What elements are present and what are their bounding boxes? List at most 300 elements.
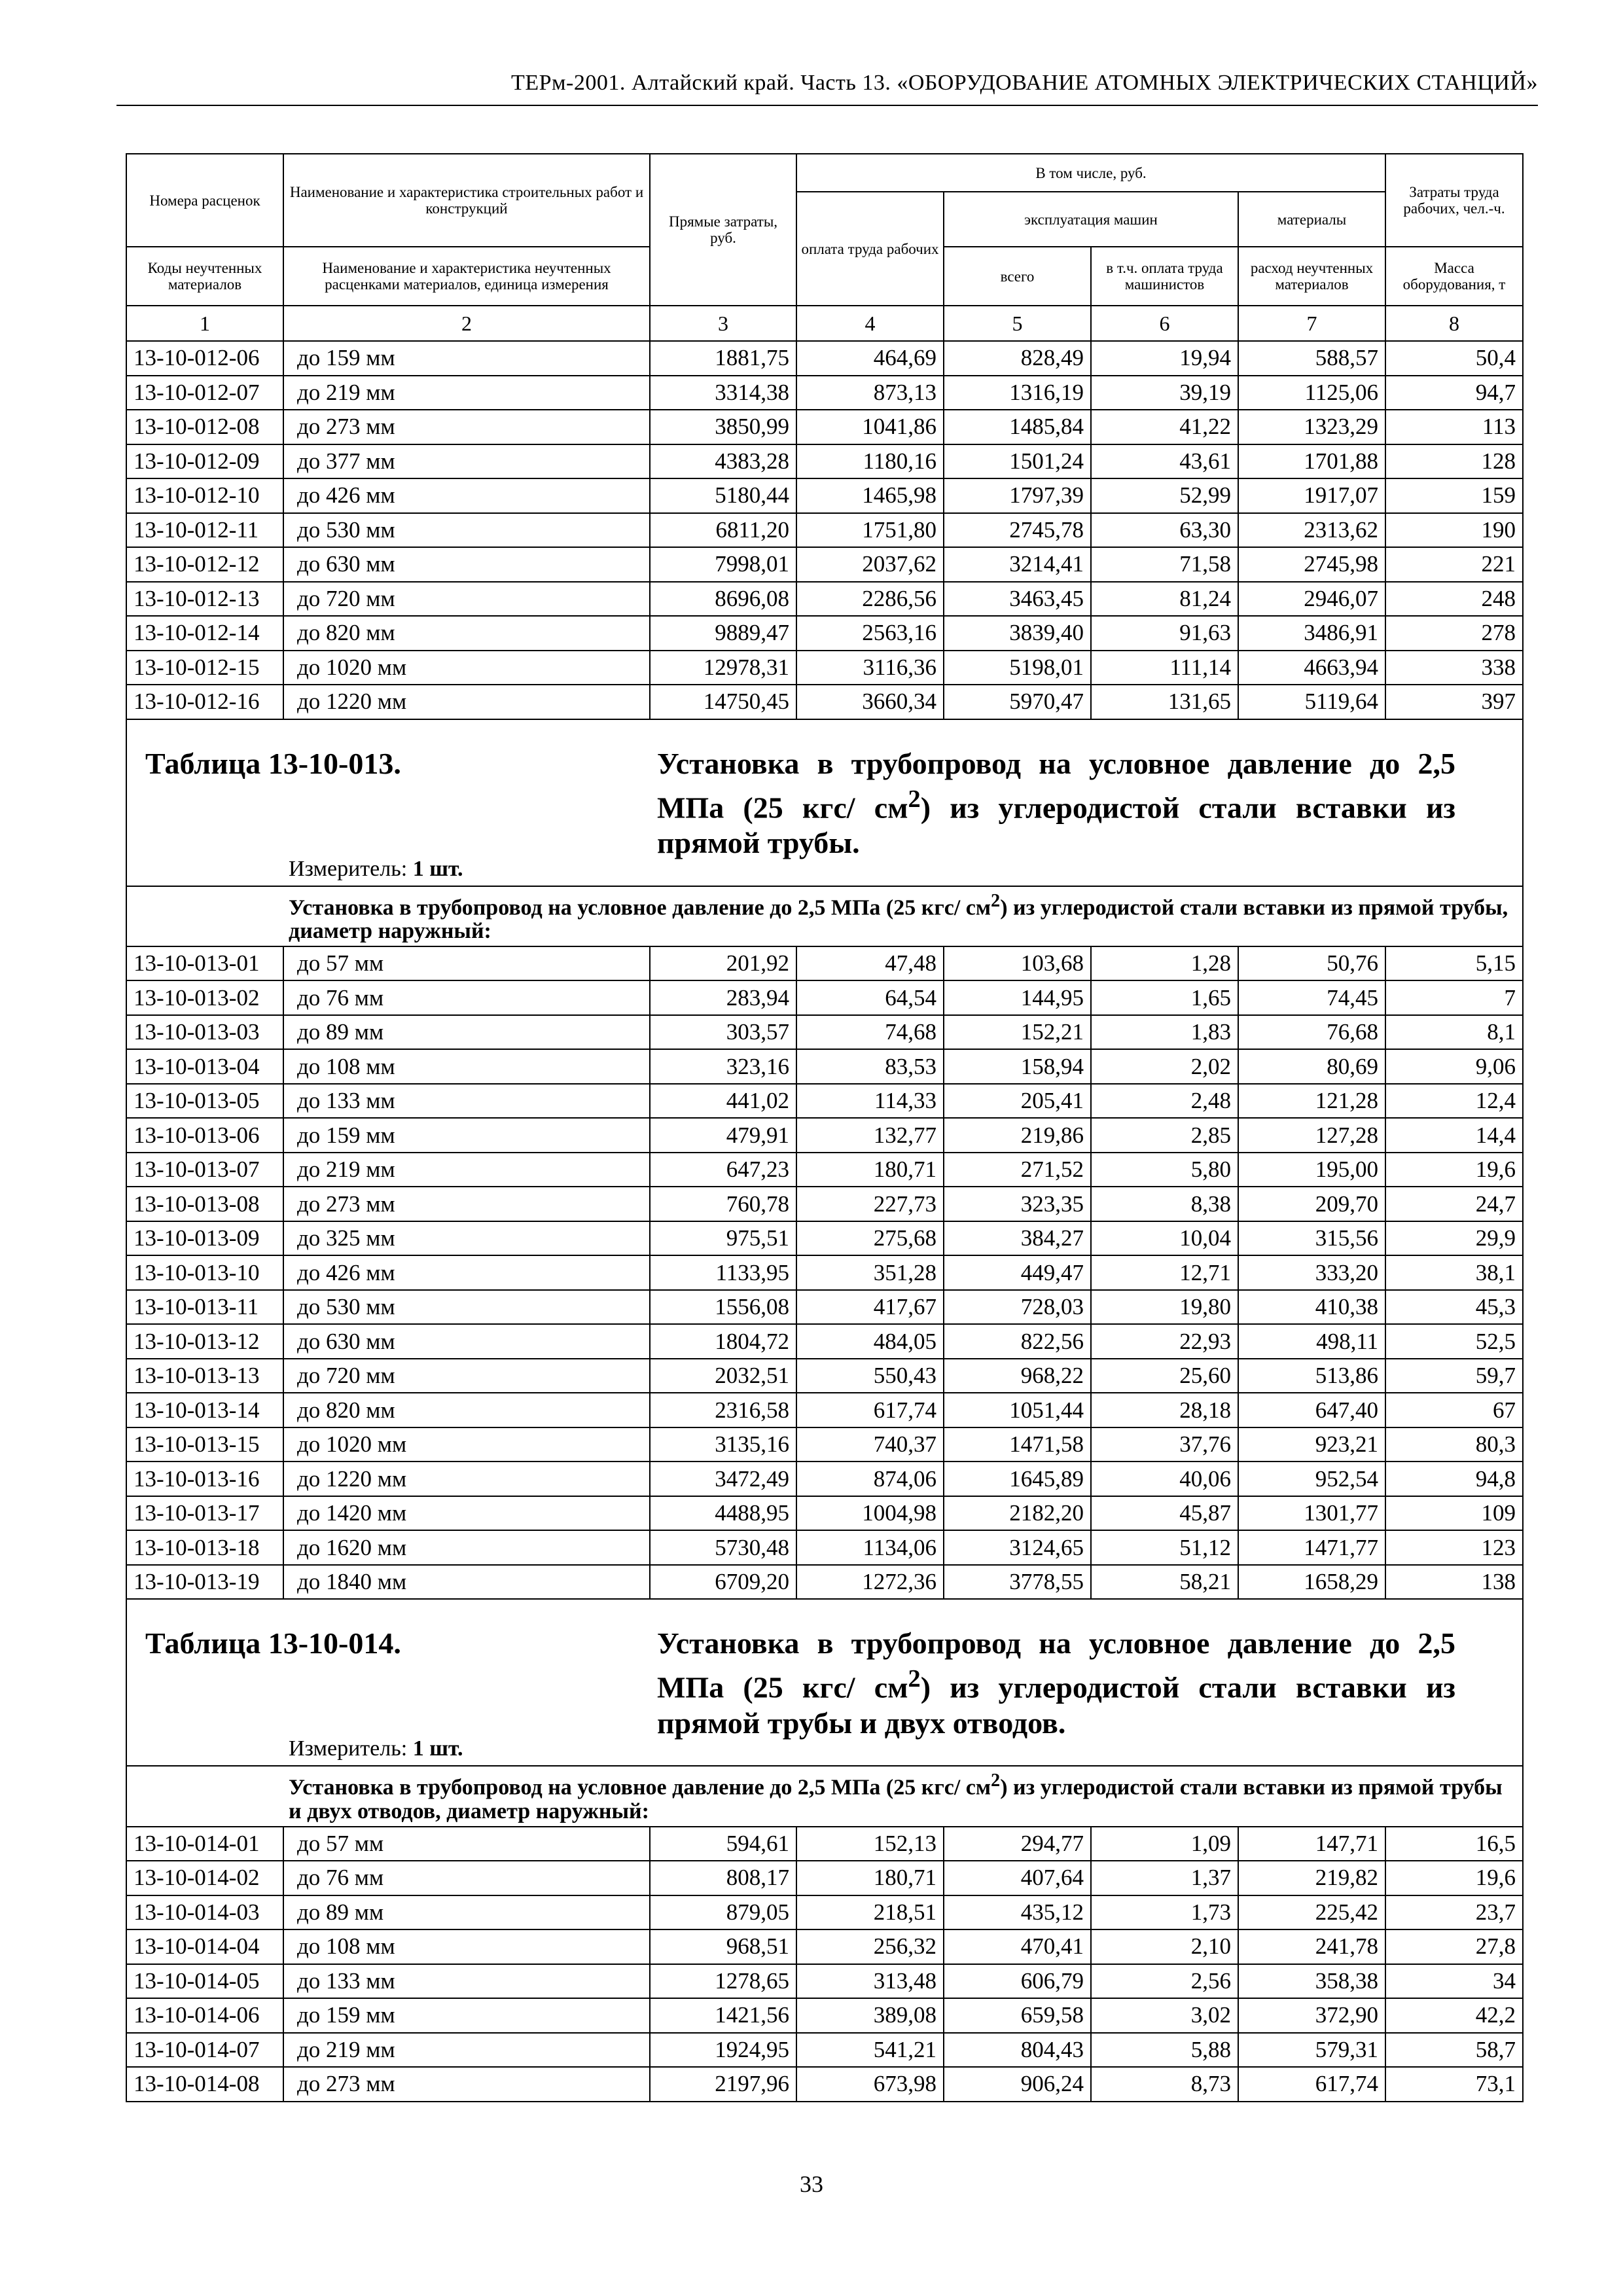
machines-total-cell: 3778,55 — [944, 1565, 1091, 1600]
table-row — [126, 1049, 1523, 1084]
direct-costs-cell: 760,78 — [650, 1187, 796, 1221]
materials-cell: 1701,88 — [1238, 444, 1385, 479]
machines-labor-cell: 28,18 — [1091, 1393, 1238, 1427]
header-labor-cost: Затраты труда рабочих, чел.-ч. — [1385, 154, 1523, 247]
labor-cost-cell: 14,4 — [1385, 1118, 1523, 1153]
labor-cost-cell: 19,6 — [1385, 1861, 1523, 1895]
machines-total-cell: 828,49 — [944, 341, 1091, 376]
table-014-rows — [126, 1827, 1523, 2102]
rate-code-cell: 13-10-013-08 — [126, 1187, 283, 1221]
direct-costs-cell: 3850,99 — [650, 410, 796, 444]
machines-total-cell: 3124,65 — [944, 1530, 1091, 1565]
materials-cell: 5119,64 — [1238, 685, 1385, 719]
labor-pay-cell: 389,08 — [796, 1998, 944, 2033]
column-number: 8 — [1385, 306, 1523, 341]
rate-code-cell: 13-10-014-03 — [126, 1895, 283, 1930]
materials-cell: 1917,07 — [1238, 478, 1385, 513]
machines-labor-cell: 1,73 — [1091, 1895, 1238, 1930]
machines-total-cell: 1316,19 — [944, 376, 1091, 410]
work-name-cell: до 57 мм — [283, 1827, 650, 1861]
rate-code-cell: 13-10-012-08 — [126, 410, 283, 444]
direct-costs-cell: 1881,75 — [650, 341, 796, 376]
rate-code-cell: 13-10-014-07 — [126, 2033, 283, 2068]
labor-cost-cell: 94,7 — [1385, 376, 1523, 410]
rate-code-cell: 13-10-012-11 — [126, 513, 283, 548]
direct-costs-cell: 4488,95 — [650, 1496, 796, 1531]
work-name-cell: до 325 мм — [283, 1221, 650, 1256]
work-name-cell: до 377 мм — [283, 444, 650, 479]
direct-costs-cell: 5730,48 — [650, 1530, 796, 1565]
materials-cell: 923,21 — [1238, 1427, 1385, 1462]
table-row — [126, 1427, 1523, 1462]
work-name-cell: до 630 мм — [283, 547, 650, 582]
machines-labor-cell: 1,09 — [1091, 1827, 1238, 1861]
work-name-cell: до 426 мм — [283, 478, 650, 513]
rate-code-cell: 13-10-012-09 — [126, 444, 283, 479]
rate-code-cell: 13-10-012-15 — [126, 651, 283, 685]
machines-total-cell: 294,77 — [944, 1827, 1091, 1861]
work-name-cell: до 108 мм — [283, 1929, 650, 1964]
machines-total-cell: 728,03 — [944, 1290, 1091, 1325]
labor-cost-cell: 138 — [1385, 1565, 1523, 1600]
machines-labor-cell: 2,85 — [1091, 1118, 1238, 1153]
rate-code-cell: 13-10-013-15 — [126, 1427, 283, 1462]
column-number: 1 — [126, 306, 283, 341]
table-row — [126, 478, 1523, 513]
work-name-cell: до 530 мм — [283, 1290, 650, 1325]
materials-cell: 588,57 — [1238, 341, 1385, 376]
header-machines-labor: в т.ч. оплата труда машинистов — [1091, 247, 1238, 306]
rate-code-cell: 13-10-013-03 — [126, 1015, 283, 1050]
rate-code-cell: 13-10-013-12 — [126, 1324, 283, 1359]
direct-costs-cell: 303,57 — [650, 1015, 796, 1050]
labor-pay-cell: 2037,62 — [796, 547, 944, 582]
section-014-description: Установка в трубопровод на условное давление до 2,5 МПа (25 кгс/ $см^2$) из углеродистой стали вставки из прямой трубы и двух отводов. — [657, 1626, 1455, 1740]
labor-cost-cell: 159 — [1385, 478, 1523, 513]
header-including: В том числе, руб. — [796, 154, 1385, 192]
direct-costs-cell: 201,92 — [650, 946, 796, 981]
rate-code-cell: 13-10-013-11 — [126, 1290, 283, 1325]
table-row — [126, 616, 1523, 651]
header-materials-unaccounted: расход неучтенных материалов — [1238, 247, 1385, 306]
work-name-cell: до 1620 мм — [283, 1530, 650, 1565]
work-name-cell: до 57 мм — [283, 946, 650, 981]
labor-pay-cell: 1004,98 — [796, 1496, 944, 1531]
materials-cell: 209,70 — [1238, 1187, 1385, 1221]
labor-pay-cell: 180,71 — [796, 1861, 944, 1895]
table-row — [126, 341, 1523, 376]
labor-cost-cell: 397 — [1385, 685, 1523, 719]
work-name-cell: до 76 мм — [283, 1861, 650, 1895]
rate-code-cell: 13-10-012-07 — [126, 376, 283, 410]
machines-labor-cell: 43,61 — [1091, 444, 1238, 479]
machines-labor-cell: 37,76 — [1091, 1427, 1238, 1462]
labor-cost-cell: 50,4 — [1385, 341, 1523, 376]
materials-cell: 372,90 — [1238, 1998, 1385, 2033]
machines-total-cell: 1645,89 — [944, 1462, 1091, 1496]
table-row — [126, 1324, 1523, 1359]
labor-cost-cell: 24,7 — [1385, 1187, 1523, 1221]
labor-pay-cell: 2563,16 — [796, 616, 944, 651]
labor-cost-cell: 23,7 — [1385, 1895, 1523, 1930]
rate-code-cell: 13-10-012-10 — [126, 478, 283, 513]
machines-total-cell: 968,22 — [944, 1359, 1091, 1393]
section-013 — [126, 719, 1523, 946]
rate-code-cell: 13-10-013-14 — [126, 1393, 283, 1427]
work-name-cell: до 76 мм — [283, 980, 650, 1015]
labor-cost-cell: 12,4 — [1385, 1084, 1523, 1119]
machines-labor-cell: 3,02 — [1091, 1998, 1238, 2033]
materials-cell: 617,74 — [1238, 2067, 1385, 2102]
direct-costs-cell: 879,05 — [650, 1895, 796, 1930]
machines-total-cell: 470,41 — [944, 1929, 1091, 1964]
machines-labor-cell: 8,73 — [1091, 2067, 1238, 2102]
table-row — [126, 547, 1523, 582]
column-numbers-row — [126, 306, 1523, 341]
labor-cost-cell: 113 — [1385, 410, 1523, 444]
labor-pay-cell: 550,43 — [796, 1359, 944, 1393]
labor-pay-cell: 1465,98 — [796, 478, 944, 513]
labor-cost-cell: 27,8 — [1385, 1929, 1523, 1964]
labor-pay-cell: 152,13 — [796, 1827, 944, 1861]
labor-pay-cell: 673,98 — [796, 2067, 944, 2102]
labor-pay-cell: 2286,56 — [796, 582, 944, 617]
labor-pay-cell: 218,51 — [796, 1895, 944, 1930]
labor-pay-cell: 464,69 — [796, 341, 944, 376]
labor-pay-cell: 351,28 — [796, 1255, 944, 1290]
section-013-measure: Измеритель: 1 шт. — [289, 856, 463, 881]
work-name-cell: до 426 мм — [283, 1255, 650, 1290]
table-013-rows — [126, 946, 1523, 1600]
rate-code-cell: 13-10-014-01 — [126, 1827, 283, 1861]
table-row — [126, 1530, 1523, 1565]
rate-code-cell: 13-10-013-18 — [126, 1530, 283, 1565]
direct-costs-cell: 7998,01 — [650, 547, 796, 582]
machines-labor-cell: 41,22 — [1091, 410, 1238, 444]
header-labor-pay: оплата труда рабочих — [796, 192, 944, 306]
labor-cost-cell: 190 — [1385, 513, 1523, 548]
direct-costs-cell: 647,23 — [650, 1153, 796, 1187]
work-name-cell: до 89 мм — [283, 1015, 650, 1050]
labor-cost-cell: 42,2 — [1385, 1998, 1523, 2033]
header-equipment-mass: Масса оборудования, т — [1385, 247, 1523, 306]
rate-code-cell: 13-10-012-06 — [126, 341, 283, 376]
table-row — [126, 1187, 1523, 1221]
table-row — [126, 1359, 1523, 1393]
column-number: 7 — [1238, 306, 1385, 341]
direct-costs-cell: 283,94 — [650, 980, 796, 1015]
labor-cost-cell: 128 — [1385, 444, 1523, 479]
machines-labor-cell: 45,87 — [1091, 1496, 1238, 1531]
header-machines: эксплуатация машин — [944, 192, 1238, 247]
labor-pay-cell: 1041,86 — [796, 410, 944, 444]
table-row — [126, 1118, 1523, 1153]
machines-total-cell: 2182,20 — [944, 1496, 1091, 1531]
machines-labor-cell: 2,56 — [1091, 1964, 1238, 1999]
work-name-cell: до 108 мм — [283, 1049, 650, 1084]
machines-labor-cell: 8,38 — [1091, 1187, 1238, 1221]
materials-cell: 4663,94 — [1238, 651, 1385, 685]
machines-labor-cell: 5,80 — [1091, 1153, 1238, 1187]
labor-cost-cell: 7 — [1385, 980, 1523, 1015]
machines-total-cell: 1797,39 — [944, 478, 1091, 513]
labor-cost-cell: 338 — [1385, 651, 1523, 685]
machines-labor-cell: 71,58 — [1091, 547, 1238, 582]
labor-cost-cell: 59,7 — [1385, 1359, 1523, 1393]
direct-costs-cell: 2316,58 — [650, 1393, 796, 1427]
materials-cell: 315,56 — [1238, 1221, 1385, 1256]
work-name-cell: до 530 мм — [283, 513, 650, 548]
materials-cell: 358,38 — [1238, 1964, 1385, 1999]
work-name-cell: до 159 мм — [283, 341, 650, 376]
rate-code-cell: 13-10-012-16 — [126, 685, 283, 719]
table-row — [126, 410, 1523, 444]
table-row — [126, 1393, 1523, 1427]
rate-code-cell: 13-10-012-14 — [126, 616, 283, 651]
machines-labor-cell: 91,63 — [1091, 616, 1238, 651]
machines-total-cell: 2745,78 — [944, 513, 1091, 548]
materials-cell: 121,28 — [1238, 1084, 1385, 1119]
rate-code-cell: 13-10-014-06 — [126, 1998, 283, 2033]
table-row — [126, 1827, 1523, 1861]
direct-costs-cell: 3472,49 — [650, 1462, 796, 1496]
direct-costs-cell: 1924,95 — [650, 2033, 796, 2068]
materials-cell: 1658,29 — [1238, 1565, 1385, 1600]
section-013-heading — [126, 719, 1523, 886]
labor-pay-cell: 256,32 — [796, 1929, 944, 1964]
labor-cost-cell: 109 — [1385, 1496, 1523, 1531]
machines-labor-cell: 10,04 — [1091, 1221, 1238, 1256]
materials-cell: 410,38 — [1238, 1290, 1385, 1325]
header-code-bottom: Коды неучтенных материалов — [126, 247, 283, 306]
labor-pay-cell: 313,48 — [796, 1964, 944, 1999]
machines-labor-cell: 40,06 — [1091, 1462, 1238, 1496]
direct-costs-cell: 594,61 — [650, 1827, 796, 1861]
direct-costs-cell: 6709,20 — [650, 1565, 796, 1600]
labor-cost-cell: 45,3 — [1385, 1290, 1523, 1325]
direct-costs-cell: 14750,45 — [650, 685, 796, 719]
rate-code-cell: 13-10-013-10 — [126, 1255, 283, 1290]
table-row — [126, 1929, 1523, 1964]
machines-total-cell: 822,56 — [944, 1324, 1091, 1359]
work-name-cell: до 273 мм — [283, 2067, 650, 2102]
labor-pay-cell: 64,54 — [796, 980, 944, 1015]
work-name-cell: до 1220 мм — [283, 685, 650, 719]
rate-code-cell: 13-10-012-12 — [126, 547, 283, 582]
machines-labor-cell: 19,80 — [1091, 1290, 1238, 1325]
machines-labor-cell: 25,60 — [1091, 1359, 1238, 1393]
table-row — [126, 651, 1523, 685]
labor-pay-cell: 132,77 — [796, 1118, 944, 1153]
materials-cell: 2745,98 — [1238, 547, 1385, 582]
labor-cost-cell: 278 — [1385, 616, 1523, 651]
table-row — [126, 980, 1523, 1015]
materials-cell: 80,69 — [1238, 1049, 1385, 1084]
machines-total-cell: 152,21 — [944, 1015, 1091, 1050]
section-013-title: Таблица 13-10-013. — [145, 746, 401, 780]
labor-pay-cell: 227,73 — [796, 1187, 944, 1221]
column-number: 4 — [796, 306, 944, 341]
work-name-cell: до 219 мм — [283, 376, 650, 410]
machines-labor-cell: 19,94 — [1091, 341, 1238, 376]
section-014-heading — [126, 1599, 1523, 1766]
materials-cell: 3486,91 — [1238, 616, 1385, 651]
machines-labor-cell: 1,83 — [1091, 1015, 1238, 1050]
labor-pay-cell: 114,33 — [796, 1084, 944, 1119]
labor-cost-cell: 94,8 — [1385, 1462, 1523, 1496]
labor-pay-cell: 874,06 — [796, 1462, 944, 1496]
direct-costs-cell: 5180,44 — [650, 478, 796, 513]
section-014-title: Таблица 13-10-014. — [145, 1626, 401, 1660]
machines-total-cell: 3214,41 — [944, 547, 1091, 582]
direct-costs-cell: 1278,65 — [650, 1964, 796, 1999]
header-name-bottom: Наименование и характеристика неучтенных расценками материалов, единица измерения — [283, 247, 650, 306]
table-row — [126, 1084, 1523, 1119]
work-name-cell: до 1020 мм — [283, 651, 650, 685]
header-name-top: Наименование и характеристика строительных работ и конструкций — [283, 154, 650, 247]
direct-costs-cell: 1421,56 — [650, 1998, 796, 2033]
machines-labor-cell: 63,30 — [1091, 513, 1238, 548]
work-name-cell: до 89 мм — [283, 1895, 650, 1930]
work-name-cell: до 133 мм — [283, 1084, 650, 1119]
section-014-group-heading: Установка в трубопровод на условное давление до 2,5 МПа (25 кгс/ $см^2$) из углеродистой стали вставки из прямой трубы и двух отводов, диаметр наружный: — [126, 1766, 1523, 1826]
table-row — [126, 1255, 1523, 1290]
machines-labor-cell: 39,19 — [1091, 376, 1238, 410]
direct-costs-cell: 975,51 — [650, 1221, 796, 1256]
labor-pay-cell: 740,37 — [796, 1427, 944, 1462]
machines-total-cell: 3839,40 — [944, 616, 1091, 651]
work-name-cell: до 273 мм — [283, 410, 650, 444]
labor-cost-cell: 123 — [1385, 1530, 1523, 1565]
column-number: 6 — [1091, 306, 1238, 341]
machines-labor-cell: 51,12 — [1091, 1530, 1238, 1565]
table-row — [126, 2067, 1523, 2102]
direct-costs-cell: 1133,95 — [650, 1255, 796, 1290]
labor-cost-cell: 8,1 — [1385, 1015, 1523, 1050]
rate-code-cell: 13-10-013-06 — [126, 1118, 283, 1153]
machines-total-cell: 5198,01 — [944, 651, 1091, 685]
machines-total-cell: 606,79 — [944, 1964, 1091, 1999]
machines-total-cell: 323,35 — [944, 1187, 1091, 1221]
direct-costs-cell: 8696,08 — [650, 582, 796, 617]
rate-code-cell: 13-10-013-02 — [126, 980, 283, 1015]
machines-total-cell: 1485,84 — [944, 410, 1091, 444]
materials-cell: 74,45 — [1238, 980, 1385, 1015]
machines-labor-cell: 1,65 — [1091, 980, 1238, 1015]
direct-costs-cell: 1556,08 — [650, 1290, 796, 1325]
section-014-measure: Измеритель: 1 шт. — [289, 1736, 463, 1761]
table-row — [126, 513, 1523, 548]
labor-pay-cell: 617,74 — [796, 1393, 944, 1427]
work-name-cell: до 1220 мм — [283, 1462, 650, 1496]
labor-pay-cell: 541,21 — [796, 2033, 944, 2068]
section-013-description: Установка в трубопровод на условное давление до 2,5 МПа (25 кгс/ $см^2$) из углеродистой стали вставки из прямой трубы. — [657, 746, 1455, 859]
direct-costs-cell: 808,17 — [650, 1861, 796, 1895]
labor-pay-cell: 3116,36 — [796, 651, 944, 685]
machines-labor-cell: 2,10 — [1091, 1929, 1238, 1964]
machines-total-cell: 1501,24 — [944, 444, 1091, 479]
rate-code-cell: 13-10-013-01 — [126, 946, 283, 981]
rate-code-cell: 13-10-013-19 — [126, 1565, 283, 1600]
machines-labor-cell: 52,99 — [1091, 478, 1238, 513]
header-divider — [116, 105, 1538, 106]
materials-cell: 579,31 — [1238, 2033, 1385, 2068]
work-name-cell: до 820 мм — [283, 1393, 650, 1427]
direct-costs-cell: 323,16 — [650, 1049, 796, 1084]
rates-table — [126, 153, 1524, 2102]
materials-cell: 952,54 — [1238, 1462, 1385, 1496]
machines-labor-cell: 111,14 — [1091, 651, 1238, 685]
direct-costs-cell: 3314,38 — [650, 376, 796, 410]
work-name-cell: до 1840 мм — [283, 1565, 650, 1600]
direct-costs-cell: 441,02 — [650, 1084, 796, 1119]
direct-costs-cell: 3135,16 — [650, 1427, 796, 1462]
rate-code-cell: 13-10-013-17 — [126, 1496, 283, 1531]
machines-labor-cell: 58,21 — [1091, 1565, 1238, 1600]
machines-labor-cell: 22,93 — [1091, 1324, 1238, 1359]
labor-cost-cell: 80,3 — [1385, 1427, 1523, 1462]
labor-cost-cell: 73,1 — [1385, 2067, 1523, 2102]
machines-labor-cell: 12,71 — [1091, 1255, 1238, 1290]
table-row — [126, 1290, 1523, 1325]
table-row — [126, 1015, 1523, 1050]
materials-cell: 2946,07 — [1238, 582, 1385, 617]
rate-code-cell: 13-10-013-16 — [126, 1462, 283, 1496]
table-row — [126, 1861, 1523, 1895]
table-row — [126, 1496, 1523, 1531]
labor-cost-cell: 19,6 — [1385, 1153, 1523, 1187]
direct-costs-cell: 12978,31 — [650, 651, 796, 685]
machines-total-cell: 1471,58 — [944, 1427, 1091, 1462]
machines-total-cell: 659,58 — [944, 1998, 1091, 2033]
labor-pay-cell: 484,05 — [796, 1324, 944, 1359]
labor-pay-cell: 873,13 — [796, 376, 944, 410]
machines-labor-cell: 1,37 — [1091, 1861, 1238, 1895]
materials-cell: 147,71 — [1238, 1827, 1385, 1861]
labor-cost-cell: 34 — [1385, 1964, 1523, 1999]
labor-cost-cell: 16,5 — [1385, 1827, 1523, 1861]
rate-code-cell: 13-10-013-07 — [126, 1153, 283, 1187]
machines-labor-cell: 1,28 — [1091, 946, 1238, 981]
labor-pay-cell: 83,53 — [796, 1049, 944, 1084]
header-materials: материалы — [1238, 192, 1385, 247]
machines-total-cell: 435,12 — [944, 1895, 1091, 1930]
machines-total-cell: 906,24 — [944, 2067, 1091, 2102]
rate-code-cell: 13-10-014-04 — [126, 1929, 283, 1964]
work-name-cell: до 820 мм — [283, 616, 650, 651]
labor-cost-cell: 221 — [1385, 547, 1523, 582]
header-machines-total: всего — [944, 247, 1091, 306]
machines-total-cell: 103,68 — [944, 946, 1091, 981]
direct-costs-cell: 6811,20 — [650, 513, 796, 548]
work-name-cell: до 1420 мм — [283, 1496, 650, 1531]
materials-cell: 2313,62 — [1238, 513, 1385, 548]
labor-cost-cell: 52,5 — [1385, 1324, 1523, 1359]
machines-total-cell: 804,43 — [944, 2033, 1091, 2068]
rate-code-cell: 13-10-012-13 — [126, 582, 283, 617]
materials-cell: 1301,77 — [1238, 1496, 1385, 1531]
table-row — [126, 1964, 1523, 1999]
work-name-cell: до 219 мм — [283, 2033, 650, 2068]
table-row — [126, 1462, 1523, 1496]
work-name-cell: до 159 мм — [283, 1118, 650, 1153]
table-row — [126, 1998, 1523, 2033]
work-name-cell: до 219 мм — [283, 1153, 650, 1187]
rate-code-cell: 13-10-013-05 — [126, 1084, 283, 1119]
machines-labor-cell: 2,02 — [1091, 1049, 1238, 1084]
materials-cell: 241,78 — [1238, 1929, 1385, 1964]
column-number: 2 — [283, 306, 650, 341]
